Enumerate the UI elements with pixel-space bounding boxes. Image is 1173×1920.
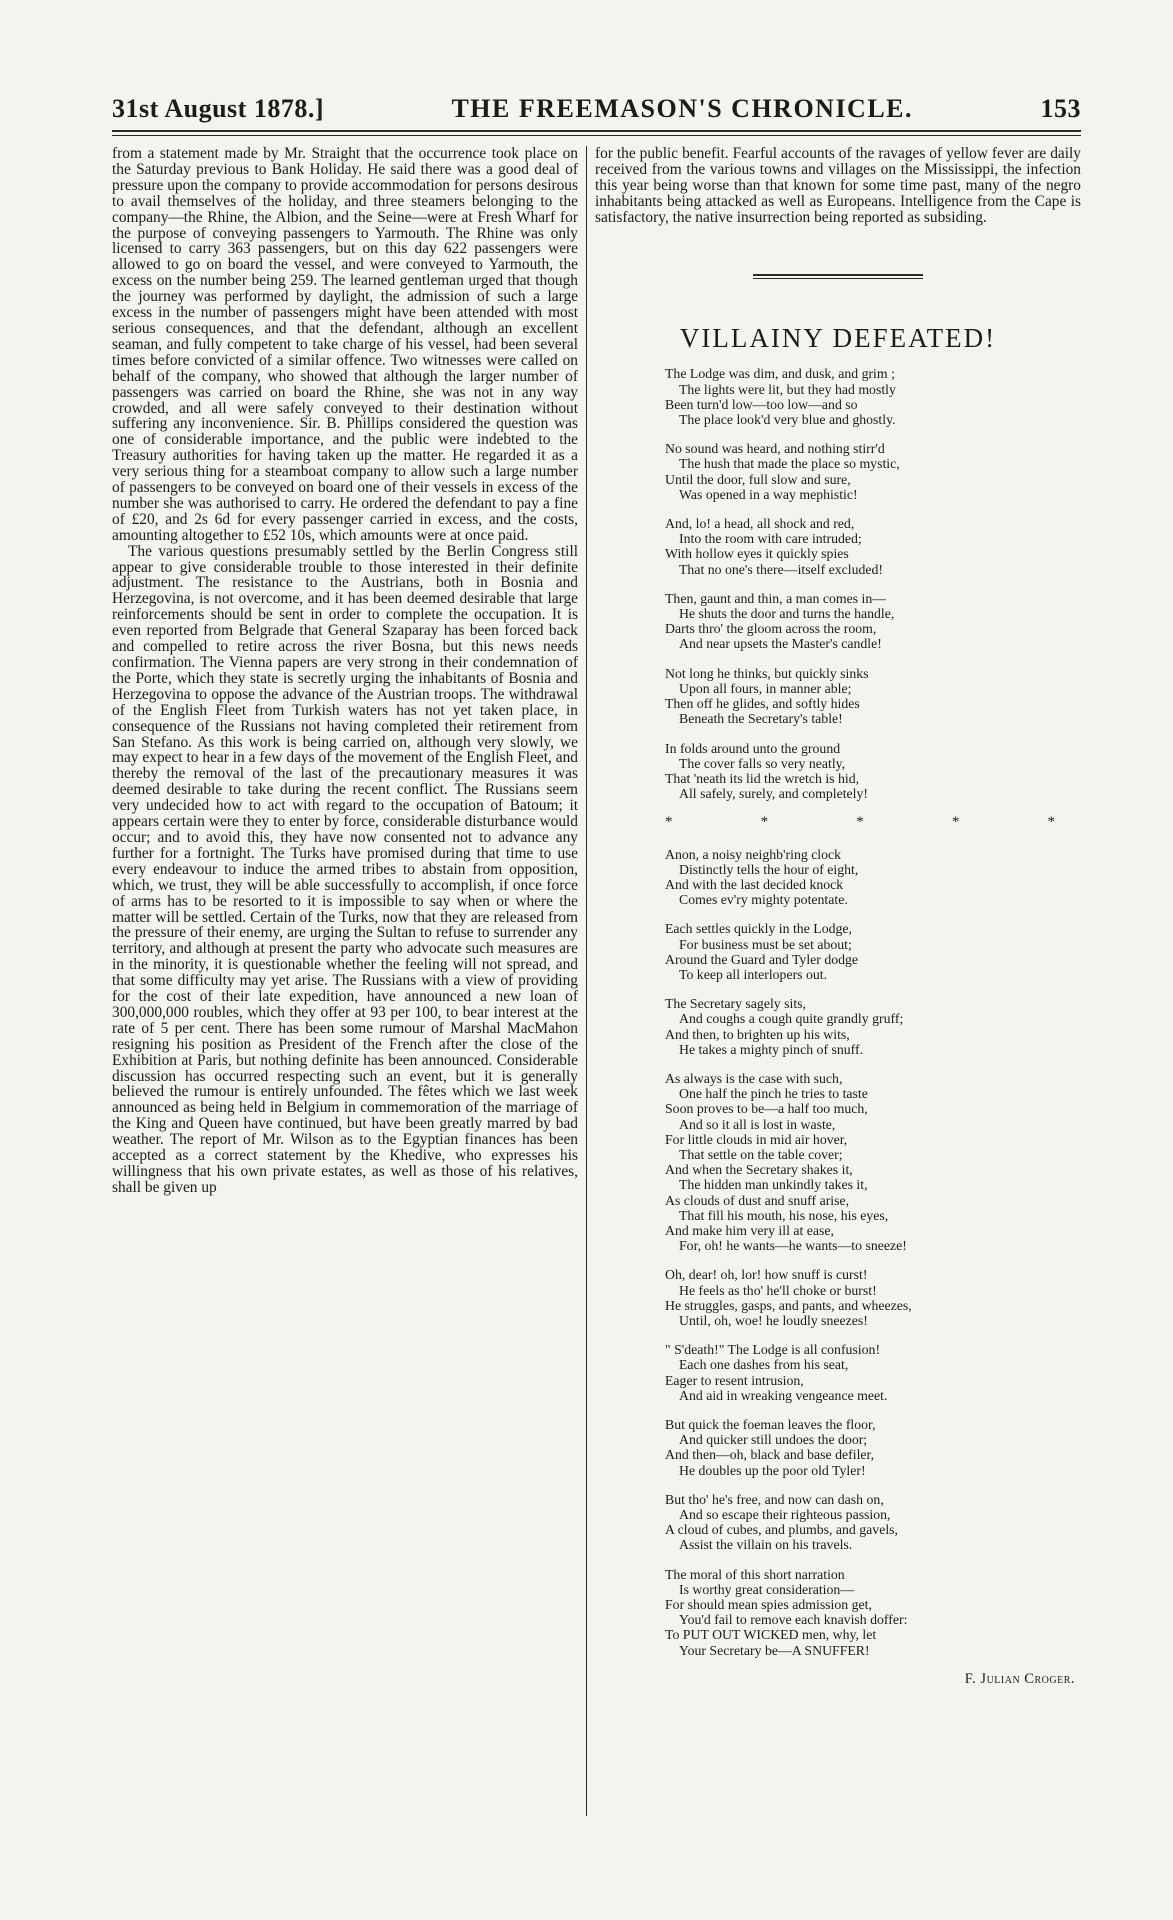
page-number: 153 (1040, 94, 1081, 123)
poem-line: For business must be set about; (679, 936, 852, 952)
poem-line: To PUT OUT WICKED men, why, let (665, 1627, 877, 1643)
poem-line: All safely, surely, and completely! (679, 786, 869, 802)
poem-line: The lights were lit, but they had mostly (679, 381, 896, 397)
poem-line: Your Secretary be—A SNUFFER! (679, 1642, 870, 1658)
poem-line: The Lodge was dim, and dusk, and grim ; (665, 366, 895, 382)
poem-line: Until, oh, woe! he loudly sneezes! (679, 1313, 868, 1328)
poem-line: And so it all is lost in waste, (679, 1116, 836, 1132)
poem-line: The moral of this short narration (665, 1566, 845, 1582)
poem-line: And, lo! a head, all shock and red, (665, 516, 855, 532)
poem-line: That no one's there—itself excluded! (679, 561, 884, 577)
asterisk: * (760, 814, 769, 831)
poem-line: Comes ev'ry mighty potentate. (679, 892, 848, 908)
poem-line: Been turn'd low—too low—and so (665, 396, 858, 412)
poem-line: But quick the foeman leaves the floor, (665, 1417, 876, 1433)
poem-line: The cover falls so very neatly, (679, 755, 846, 771)
poem-stanza (665, 1267, 1081, 1328)
poem-line: That settle on the table cover; (679, 1146, 843, 1162)
poem-line: Beneath the Secretary's table! (679, 711, 843, 727)
poem-line: For should mean spies admission get, (665, 1597, 872, 1613)
right-prose: for the public benefit. Fearful accounts of the ravages of yellow fever are daily received from the various towns and villages on the Mississippi, the infection this year being worse than that known for some time past, many of the negro inhabitants being attacked as well as Europeans. Intelligence from the Cape is satisfactory, the native insurrection being reported as subsiding. (595, 145, 1081, 226)
poem-line: The hush that made the place so mystic, (679, 456, 900, 472)
poem-stanza (665, 441, 1081, 502)
poem-line: One half the pinch he tries to taste (679, 1086, 868, 1102)
poem-line: And coughs a cough quite grandly gruff; (679, 1011, 904, 1027)
poem-line: Into the room with care intruded; (679, 531, 862, 547)
poem-stanza (665, 741, 1081, 802)
poem-line: He doubles up the poor old Tyler! (679, 1462, 866, 1478)
poem-line: Darts thro' the gloom across the room, (665, 621, 877, 637)
poem-line: And when the Secretary shakes it, (665, 1162, 853, 1178)
poem-stanza (665, 1071, 1081, 1253)
poem-line: The place look'd very blue and ghostly. (679, 412, 896, 428)
poem-line: Around the Guard and Tyler dodge (665, 951, 859, 967)
poem-line: And with the last decided knock (665, 876, 844, 892)
poem-part-two (665, 847, 1081, 1658)
poem-stanza (665, 1342, 1081, 1403)
poem-line: Was opened in a way mephistic! (679, 486, 858, 502)
poem-line: With hollow eyes it quickly spies (665, 546, 849, 562)
header-rule (112, 135, 1081, 136)
poem-line: The hidden man unkindly takes it, (679, 1177, 868, 1193)
poem-line: To keep all interlopers out. (679, 966, 828, 982)
poem-stanza (665, 1417, 1081, 1478)
right-column (595, 146, 1081, 1816)
poem-stanza (665, 1567, 1081, 1658)
poem-line: Distinctly tells the hour of eight, (679, 861, 859, 877)
poem-line: And make him very ill at ease, (665, 1222, 834, 1238)
running-head (112, 94, 1081, 132)
author-signature: F. Julian Croger. (964, 1670, 1075, 1687)
poem-line: A cloud of cubes, and plumbs, and gavels, (665, 1522, 898, 1538)
poem-line: Assist the villain on his travels. (679, 1537, 853, 1553)
poem-line: Each settles quickly in the Lodge, (665, 921, 852, 937)
poem-line: " S'death!" The Lodge is all confusion! (665, 1342, 881, 1358)
poem-line: He feels as tho' he'll choke or burst! (679, 1282, 877, 1298)
poem-line: As always is the case with such, (665, 1070, 843, 1086)
poem-line: Upon all fours, in manner able; (679, 680, 852, 696)
poem-line: He shuts the door and turns the handle, (679, 606, 895, 622)
poem (595, 366, 1081, 1657)
poem-line: For little clouds in mid air hover, (665, 1131, 848, 1147)
poem-line: Eager to resent intrusion, (665, 1372, 804, 1388)
asterisk: * (665, 814, 673, 831)
poem-line: In folds around unto the ground (665, 740, 841, 756)
poem-line: And so escape their righteous passion, (679, 1507, 891, 1523)
poem-line: Then, gaunt and thin, a man comes in— (665, 590, 887, 606)
poem-stanza (665, 591, 1081, 652)
poem-line: You'd fail to remove each knavish doffer: (679, 1612, 908, 1628)
poem-part-one (665, 366, 1081, 801)
poem-line: Anon, a noisy neighb'ring clock (665, 846, 842, 862)
poem-line: As clouds of dust and snuff arise, (665, 1192, 850, 1208)
poem-line: That 'neath its lid the wretch is hid, (665, 770, 860, 786)
left-paragraph-2: The various questions presumably settled by the Berlin Congress still appear to give considerable trouble to those interested in their definite adjustment. The resistance to the Austrians, both in Bosnia and Herzegovina, is not overcome, and it has been deemed desirable that large reinforcements should be sent in order to complete the occupation. It is even reported from Belgrade that General Szaparay has been forced back and compelled to retire across the river Bosna, but this news needs confirmation. The Vienna papers are very strong in their condemnation of the Porte, which they state is secretly urging the inhabitants of Bosnia and Herzegovina to oppose the advance of the Austrian troops. The withdrawal of the English Fleet from Turkish waters has not yet taken place, in consequence of the Russians not having completed their retirement from San Stefano. As this work is being carried on, although very slowly, we may expect to hear in a few days of the movement of the English Fleet, and thereby the removal of the last of the precautionary measures it was deemed desirable to take during the recent conflict. The Russians seem very undecided how to act with regard to the occupation of Batoum; it appears certain were they to enter by force, considerable disturbance would occur; and to avoid this, they have now consented not to advance any further for a fortnight. The Turks have promised during that time to use every endeavour to induce the armed tribes to abstain from opposition, which, we trust, they will be able successfully to accomplish, if once force of arms has to be resorted to it is impossible to say when or where the matter will be settled. Certain of the Turks, now that they are released from the pressure of their enemy, are urging the Sultan to refuse to surrender any territory, and although at present the party who advocate such measures are in the minority, it is questionable whether the feeling will not spread, and that some difficulty may yet arise. The Russians with a view of providing for the cost of their late expedition, have announced a new loan of 300,000,000 roubles, which they offer at 93 per 100, to bear interest at the rate of 5 per cent. There has been some rumour of Marshal MacMahon resigning his position as President of the French after the close of the Exhibition at Paris, but nothing definite has been announced. Considerable discussion has occurred respecting such an event, but it is generally believed the rumour is entirely unfounded. The fêtes which we last week announced as being held in Belgium in commemoration of the marriage of the King and Queen have continued, but have been greatly marred by bad weather. The report of Mr. Wilson as to the Egyptian finances has been accepted as a correct statement by the Khedive, who expresses his willingness that his own private estates, as well as those of his relatives, shall be given up (112, 542, 578, 1196)
poem-line: Is worthy great consideration— (679, 1581, 855, 1597)
issue-date: 31st August 1878.] (112, 94, 324, 123)
poem-line: And aid in wreaking vengeance meet. (679, 1387, 888, 1403)
poem-stanza (665, 666, 1081, 727)
publication-title: THE FREEMASON'S CHRONICLE. (451, 94, 914, 123)
poem-line: Not long he thinks, but quickly sinks (665, 665, 869, 681)
poem-line: The Secretary sagely sits, (665, 996, 806, 1012)
poem-stanza (665, 921, 1081, 982)
poem-stanza (665, 847, 1081, 908)
poem-line: Each one dashes from his seat, (679, 1357, 849, 1373)
poem-stanza (665, 1492, 1081, 1553)
section-divider (753, 274, 923, 279)
poem-line: No sound was heard, and nothing stirr'd (665, 441, 885, 457)
poem-line: He struggles, gasps, and pants, and wheezes, (665, 1297, 912, 1313)
poem-title: VILLAINY DEFEATED! (679, 322, 997, 353)
poem-line: And quicker still undoes the door; (679, 1432, 868, 1448)
poem-line: And then, to brighten up his wits, (665, 1026, 850, 1042)
poem-line: For, oh! he wants—he wants—to sneeze! (679, 1238, 907, 1254)
asterisk: * (951, 814, 960, 831)
poem-line: And then—oh, black and base defiler, (665, 1447, 875, 1463)
poem-stanza (665, 996, 1081, 1057)
article-columns (112, 146, 1081, 1816)
poem-line: He takes a mighty pinch of snuff. (679, 1041, 864, 1057)
asterisk: * (856, 814, 864, 831)
left-column (112, 146, 578, 1816)
left-paragraph-1: from a statement made by Mr. Straight that the occurrence took place on the Saturday previous to Bank Holiday. He said there was a good deal of pressure upon the company to provide accommodation for persons desirous to avail themselves of the holiday, and three steamers belonging to the company—the Rhine, the Albion, and the Seine—were at Fresh Wharf for the purpose of conveying passengers to Yarmouth. The Rhine was only licensed to carry 363 passengers, but on this day 622 passengers were allowed to go on board the vessel, and were conveyed to Yarmouth, the excess on the number being 259. The learned gentleman urged that though the journey was performed by daylight, the admission of such a large excess in the number of passengers might have been attended with most serious consequences, and that the defendant, although an excellent seaman, and fully competent to take charge of his vessel, had been several times before convicted of a similar offence. Two witnesses were called on behalf of the company, who showed that although the larger number of passengers was carried on board the Rhine, she was not in any way crowded, and all were safely conveyed to their destination without suffering any inconvenience. Sir. B. Phillips considered the question was one of considerable importance, and the public were indebted to the Treasury authorities for having taken up the matter. He regarded it as a very serious thing for a steamboat company to allow such a large number of passengers to be conveyed on board one of their vessels in excess of the number she was authorised to carry. He ordered the defendant to pay a fine of £20, and 2s 6d for every passenger carried in excess, and the costs, amounting altogether to £52 10s, which amounts were at once paid. (112, 145, 578, 544)
asterisk-break (665, 815, 1055, 830)
poem-line: But tho' he's free, and now can dash on, (665, 1491, 884, 1507)
column-divider (586, 146, 587, 1816)
poem-line: And near upsets the Master's candle! (679, 636, 882, 652)
asterisk: * (1047, 814, 1055, 831)
poem-stanza (665, 516, 1081, 577)
poem-stanza (665, 366, 1081, 427)
poem-line: That fill his mouth, his nose, his eyes, (679, 1207, 889, 1223)
poem-line: Oh, dear! oh, lor! how snuff is curst! (665, 1267, 868, 1283)
poem-line: Soon proves to be—a half too much, (665, 1101, 868, 1117)
poem-line: Until the door, full slow and sure, (665, 471, 851, 487)
poem-line: Then off he glides, and softly hides (665, 696, 860, 712)
